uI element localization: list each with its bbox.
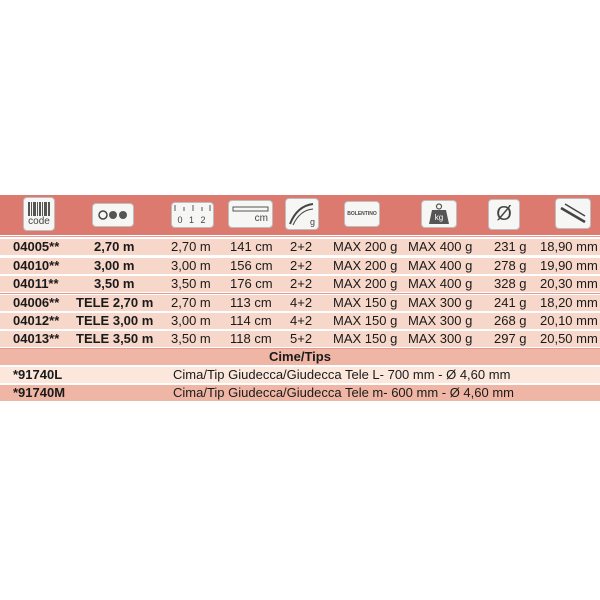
length-digits: 0 1 2 <box>177 215 208 225</box>
rings-icon <box>285 198 319 230</box>
row-cast: MAX 400 g <box>408 239 473 254</box>
row-cast: MAX 300 g <box>408 313 473 328</box>
row-sections: 4+2 <box>290 295 313 310</box>
row-sections: 5+2 <box>290 331 313 346</box>
table-row <box>0 295 600 311</box>
row-lure: MAX 200 g <box>333 276 398 291</box>
row-length: 3,50 m <box>171 331 211 346</box>
row-sections: 2+2 <box>290 276 313 291</box>
diameter-symbol: Ø <box>496 203 512 225</box>
row-code: 04011** <box>13 276 59 291</box>
weight-unit: kg <box>434 213 444 222</box>
row-length: 3,00 m <box>171 258 211 273</box>
table-row <box>0 276 600 292</box>
row-lure: MAX 200 g <box>333 239 398 254</box>
section-title: Cime/Tips <box>0 349 600 365</box>
row-lure: MAX 200 g <box>333 258 398 273</box>
row-cast: MAX 400 g <box>408 258 473 273</box>
row-cast: MAX 300 g <box>408 295 473 310</box>
table-row <box>0 258 600 274</box>
rod-tip-icon <box>555 198 591 229</box>
row-lure: MAX 150 g <box>333 313 398 328</box>
row-model: TELE 3,50 m <box>76 331 154 346</box>
row-model: 3,00 m <box>94 258 135 273</box>
row-lure: MAX 150 g <box>333 331 398 346</box>
weight-icon <box>421 200 457 228</box>
diameter-icon <box>488 199 520 230</box>
row-separator <box>0 236 600 237</box>
tip-description: Cima/Tip Giudecca/Giudecca Tele L- 700 mm - Ø 4,60 mm <box>173 367 511 382</box>
row-diameter: 20,10 mm <box>540 313 598 328</box>
row-sections: 4+2 <box>290 313 313 328</box>
row-sections: 2+2 <box>290 239 313 254</box>
closed-length-icon <box>228 200 273 228</box>
row-diameter: 19,90 mm <box>540 258 598 273</box>
barcode-icon <box>23 197 55 231</box>
row-model: 2,70 m <box>94 239 135 254</box>
row-lure: MAX 150 g <box>333 295 398 310</box>
rings-unit: g <box>309 217 315 227</box>
row-weight: 231 g <box>494 239 527 254</box>
row-separator <box>0 293 600 294</box>
row-weight: 328 g <box>494 276 527 291</box>
list-item <box>0 367 600 383</box>
row-weight: 297 g <box>494 331 527 346</box>
row-diameter: 20,30 mm <box>540 276 598 291</box>
row-model: 3,50 m <box>94 276 135 291</box>
row-closed: 113 cm <box>230 295 272 310</box>
table-row <box>0 331 600 347</box>
row-length: 3,00 m <box>171 313 211 328</box>
row-model: TELE 2,70 m <box>76 295 154 310</box>
code-label: code <box>28 215 50 227</box>
tip-description: Cima/Tip Giudecca/Giudecca Tele m- 600 mm - Ø 4,60 mm <box>173 385 515 400</box>
row-code: 04013** <box>13 331 60 346</box>
row-closed: 141 cm <box>230 239 273 254</box>
row-code: 04010** <box>13 258 60 273</box>
row-code: 04006** <box>13 295 60 310</box>
lure-brand: BOLENTINO <box>347 211 377 217</box>
row-closed: 156 cm <box>230 258 273 273</box>
row-closed: 114 cm <box>230 313 272 328</box>
row-diameter: 20,50 mm <box>540 331 598 346</box>
row-cast: MAX 300 g <box>408 331 473 346</box>
row-weight: 268 g <box>494 313 527 328</box>
row-code: 04005** <box>13 239 60 254</box>
row-diameter: 18,20 mm <box>540 295 598 310</box>
lure-weight-icon <box>344 201 380 227</box>
row-model: TELE 3,00 m <box>76 313 154 328</box>
tip-code: *91740L <box>13 367 63 382</box>
row-length: 3,50 m <box>171 276 211 291</box>
tip-code: *91740M <box>13 385 66 400</box>
closed-unit: cm <box>254 212 268 224</box>
length-ruler-icon <box>171 202 214 228</box>
row-length: 2,70 m <box>171 239 211 254</box>
row-weight: 241 g <box>494 295 527 310</box>
row-cast: MAX 400 g <box>408 276 473 291</box>
rod-sections-icon <box>92 203 134 227</box>
row-code: 04012** <box>13 313 60 328</box>
table-row <box>0 313 600 329</box>
row-length: 2,70 m <box>171 295 211 310</box>
row-sections: 2+2 <box>290 258 313 273</box>
table-row <box>0 239 600 255</box>
row-closed: 118 cm <box>230 331 272 346</box>
row-weight: 278 g <box>494 258 527 273</box>
row-diameter: 18,90 mm <box>540 239 598 254</box>
row-closed: 176 cm <box>230 276 273 291</box>
list-item <box>0 385 600 401</box>
